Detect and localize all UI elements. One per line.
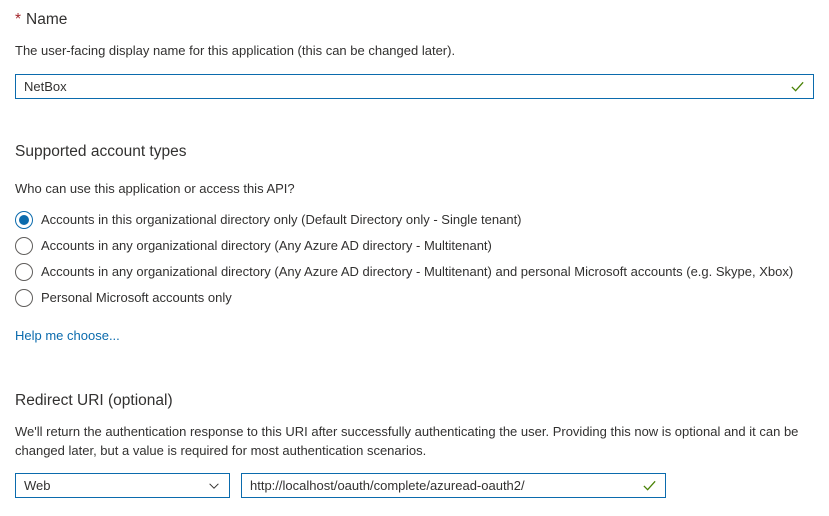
- name-section-title: [15, 10, 814, 30]
- redirect-uri-input[interactable]: [242, 474, 642, 497]
- name-description: The user-facing display name for this application (this can be changed later).: [15, 43, 456, 58]
- name-section: [15, 10, 814, 99]
- radio-option-single-tenant[interactable]: [15, 207, 814, 233]
- radio-option-label: Accounts in any organizational directory (Any Azure AD directory - Multitenant) and personal Microsoft accounts (e.g. Skype, Xbox): [41, 264, 794, 279]
- radio-option-personal-only[interactable]: [15, 285, 814, 311]
- account-types-question: Who can use this application or access this API?: [15, 181, 295, 196]
- redirect-uri-description: We'll return the authentication response to this URI after successfully authenticating the user. Providing this now is optional and it can be changed later, but a value is required for most authentication scenarios.: [15, 424, 799, 458]
- radio-unselected-icon: [15, 289, 33, 307]
- name-input[interactable]: [16, 75, 790, 98]
- radio-option-multitenant[interactable]: [15, 233, 814, 259]
- radio-option-label: Accounts in any organizational directory (Any Azure AD directory - Multitenant): [41, 238, 492, 253]
- help-me-choose-link[interactable]: Help me choose...: [15, 328, 120, 343]
- radio-option-label: Accounts in this organizational directory only (Default Directory only - Single tenant): [41, 212, 522, 227]
- redirect-uri-title: Redirect URI (optional): [15, 392, 173, 409]
- name-input-field[interactable]: [15, 74, 814, 99]
- supported-account-types-section: [15, 142, 814, 345]
- platform-select[interactable]: [15, 473, 230, 498]
- platform-select-value: Web: [24, 478, 51, 493]
- radio-option-label: Personal Microsoft accounts only: [41, 290, 232, 305]
- redirect-uri-field[interactable]: [241, 473, 666, 498]
- redirect-uri-row: [15, 473, 814, 498]
- radio-unselected-icon: [15, 237, 33, 255]
- name-title-text: Name: [26, 11, 68, 28]
- radio-option-multitenant-personal[interactable]: [15, 259, 814, 285]
- redirect-uri-section: [15, 391, 814, 498]
- radio-unselected-icon: [15, 263, 33, 281]
- chevron-down-icon: [207, 479, 221, 493]
- valid-checkmark-icon: [790, 79, 805, 94]
- account-types-title: Supported account types: [15, 143, 187, 160]
- valid-checkmark-icon: [642, 478, 657, 493]
- radio-selected-icon: [15, 211, 33, 229]
- required-marker: *: [15, 11, 22, 28]
- account-types-radio-group: [15, 207, 814, 311]
